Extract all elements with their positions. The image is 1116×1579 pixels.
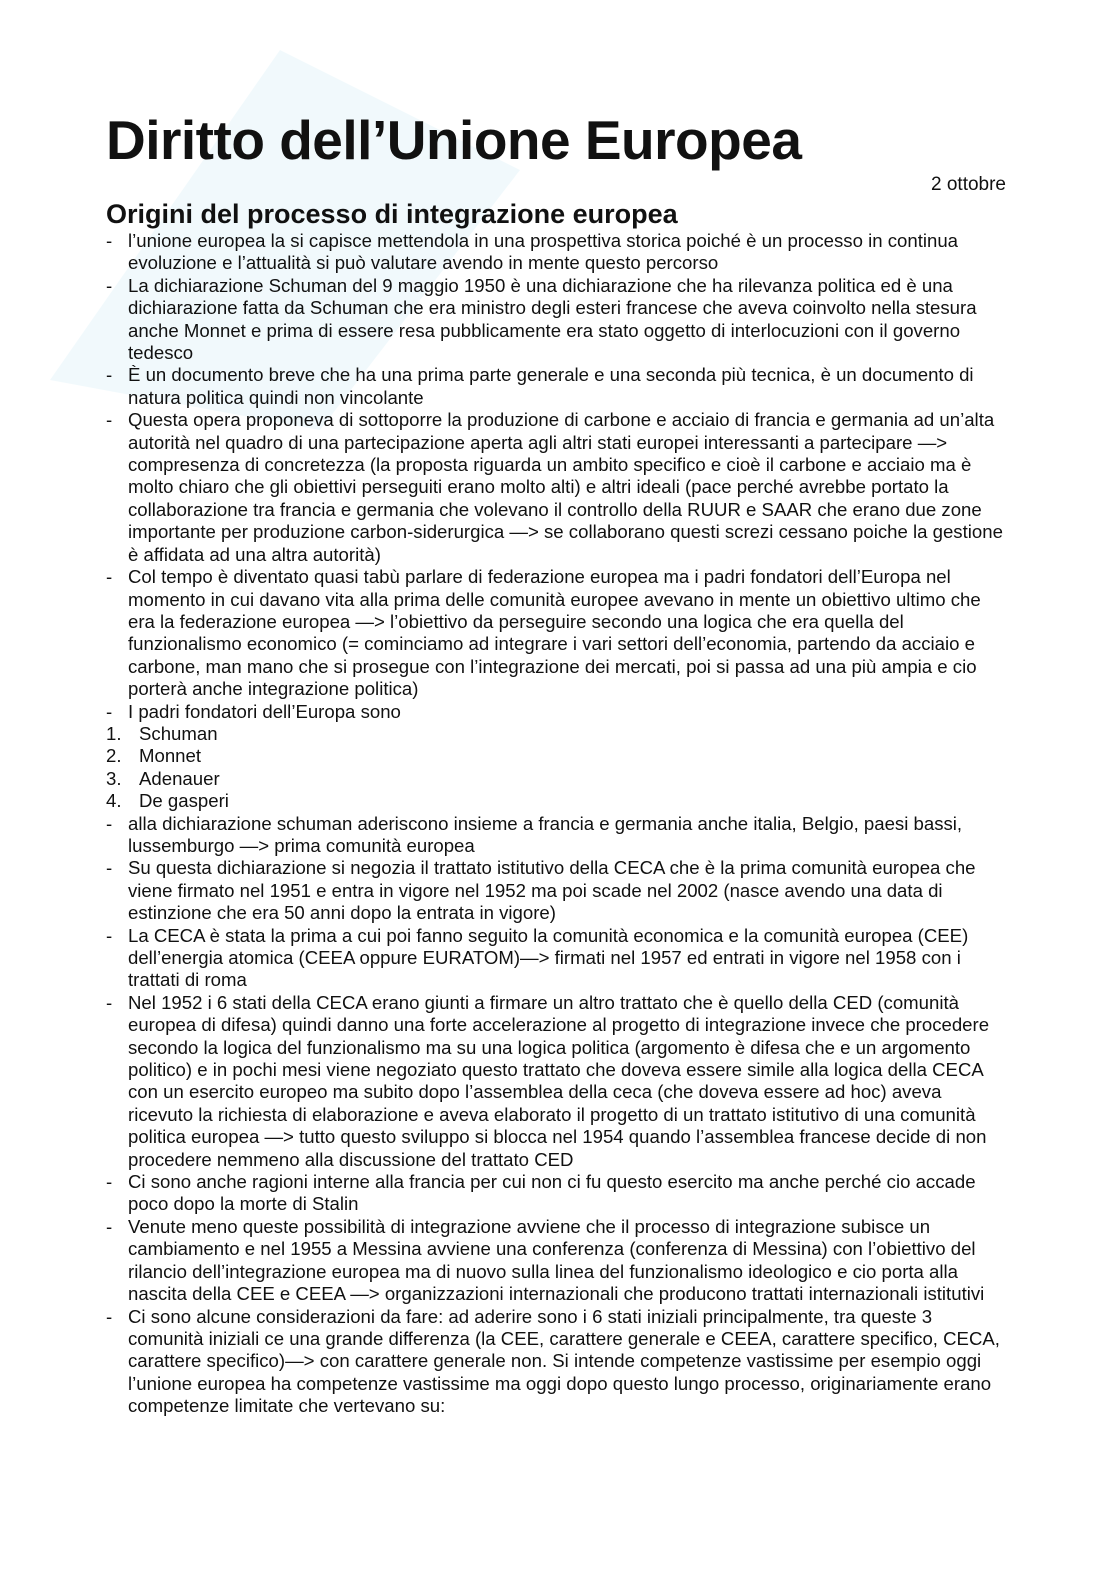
numbered-list-item <box>106 745 1006 767</box>
list-item-text: Schuman <box>139 722 218 744</box>
numbered-list-item <box>106 768 1006 790</box>
list-marker: - <box>106 700 113 722</box>
bullet-list-item <box>106 701 1006 723</box>
list-item-text: È un documento breve che ha una prima parte generale e una seconda più tecnica, è un documento di natura politica quindi non vincolante <box>128 364 974 408</box>
list-item-text: La dichiarazione Schuman del 9 maggio 1950 è una dichiarazione che ha rilevanza politica ed è una dichiarazione fatta da Schuman che era ministro degli esteri francese che aveva coinvolto nella stesura anche Monnet e prima di essere resa pubblicamente era stato oggetto di interlocuzioni con il governo tedesco <box>128 274 977 364</box>
bullet-list-item <box>106 566 1006 700</box>
bullet-list-item <box>106 925 1006 992</box>
document-date: 2 ottobre <box>931 174 1006 195</box>
numbered-list-item <box>106 723 1006 745</box>
list-item-text: l’unione europea la si capisce mettendola in una prospettiva storica poiché è un processo in continua evoluzione e l’attualità si può valutare avendo in mente questo percorso <box>128 230 959 274</box>
list-item-text: Col tempo è diventato quasi tabù parlare di federazione europea ma i padri fondatori dell’Europa nel momento in cui davano vita alla prima delle comunità europee avevano in mente un obiettivo ultimo che era la federazione europea —> l’obiettivo da perseguire secondo una logica che era quella del funzionalismo economico (= cominciamo ad integrare i vari settori dell’economia, partendo da acciaio e carbone, man mano che si prosegue con l’integrazione dei mercati, poi si passa ad una più ampia e cio porterà anche integrazione politica) <box>128 566 981 700</box>
list-marker: - <box>106 1305 113 1327</box>
list-marker: - <box>106 1215 113 1237</box>
list-marker: 4. <box>106 790 122 812</box>
list-marker: - <box>106 812 113 834</box>
bullet-list-item <box>106 1306 1006 1418</box>
list-item-text: De gasperi <box>139 790 229 812</box>
list-item-text: Nel 1952 i 6 stati della CECA erano giunti a firmare un altro trattato che è quello della CED (comunità europea di difesa) quindi danno una forte accelerazione al progetto di integrazione invece che procedere secondo la logica del funzionalismo ma su una logica politica (argomento è difesa che e un argomento politico) e in pochi mesi viene negoziato questo trattato che doveva essere simile alla logica della CECA con un esercito europeo ma subito dopo l’assemblea della ceca (che doveva essere ad hoc) aveva ricevuto la richiesta di elaborazione e aveva elaborato il progetto di un trattato istitutivo di una comunità politica europea —> tutto questo sviluppo si blocca nel 1954 quando l’assemblea francese decide di non procedere nemmeno alla discussione del trattato CED <box>128 991 990 1170</box>
list-marker: - <box>106 991 113 1013</box>
list-item-text: Venute meno queste possibilità di integrazione avviene che il processo di integrazione subisce un cambiamento e nel 1955 a Messina avviene una conferenza (conferenza di Messina) con l’obiettivo del rilancio dell’integrazione europea ma di nuovo sulla linea del funzionalismo ideologico e cio porta alla nascita della CEE e CEEA —> organizzazioni internazionali che producono trattati internazionali istitutivi <box>128 1215 985 1305</box>
list-marker: - <box>106 409 113 431</box>
list-marker: - <box>106 274 113 296</box>
list-marker: 1. <box>106 722 122 744</box>
list-item-text: alla dichiarazione schuman aderiscono insieme a francia e germania anche italia, Belgio, paesi bassi, lussemburgo —> prima comunità europea <box>128 812 963 856</box>
list-marker: 2. <box>106 745 122 767</box>
list-item-text: La CECA è stata la prima a cui poi fanno seguito la comunità economica e la comunità europea (CEE) dell’energia atomica (CEEA oppure EURATOM)—> firmati nel 1957 ed entrati in vigore nel 1958 con i trattati di roma <box>128 924 969 991</box>
list-marker: - <box>106 924 113 946</box>
section-title: Origini del processo di integrazione europea <box>106 199 678 229</box>
list-marker: - <box>106 1171 113 1193</box>
list-item-text: Su questa dichiarazione si negozia il trattato istitutivo della CECA che è la prima comunità europea che viene firmato nel 1951 e entra in vigore nel 1952 ma poi scade nel 2002 (nasce avendo una data di estinzione che era 50 anni dopo la entrata in vigore) <box>128 857 976 924</box>
list-marker: - <box>106 364 113 386</box>
bullet-list-item <box>106 1171 1006 1216</box>
list-item-text: Adenauer <box>139 767 220 789</box>
bullet-list-item <box>106 409 1006 566</box>
list-item-text: Questa opera proponeva di sottoporre la produzione di carbone e acciaio di francia e germania ad un’alta autorità nel quadro di una partecipazione aperta agli altri stati europei interessanti a partecipare —> compresenza di concretezza (la proposta riguarda un ambito specifico e cioè il carbone e acciaio ma è molto chiaro che gli obiettivi perseguiti erano molto alti) e altri ideali (pace perché avrebbe portato la collaborazione tra francia e germania che volevano il controllo della RUUR e SAAR che erano due zone importante per produzione carbon-siderurgica —> se collaborano questi screzi cessano poiche la gestione è affidata ad una altra autorità) <box>128 409 1003 565</box>
bullet-list-item <box>106 1216 1006 1306</box>
bullet-list-item <box>106 813 1006 858</box>
bullet-list-item <box>106 275 1006 365</box>
notes-list <box>106 230 1006 1418</box>
list-item-text: I padri fondatori dell’Europa sono <box>128 700 401 722</box>
document-title: Diritto dell’Unione Europea <box>106 109 802 171</box>
list-item-text: Ci sono alcune considerazioni da fare: ad aderire sono i 6 stati iniziali principalmente, tra queste 3 comunità iniziali ce una grande differenza (la CEE, carattere generale e CEEA, carattere specifico, CECA, carattere specifico)—> con carattere generale non. Si intende competenze vastissime per esempio oggi l’unione europea ha competenze vastissime ma oggi dopo questo lungo processo, originariamente erano competenze limitate che vertevano su: <box>128 1305 1000 1417</box>
document-page <box>106 108 1006 1418</box>
list-item-text: Ci sono anche ragioni interne alla francia per cui non ci fu questo esercito ma anche perché cio accade poco dopo la morte di Stalin <box>128 1171 976 1215</box>
list-marker: - <box>106 857 113 879</box>
list-marker: - <box>106 230 113 251</box>
list-item-text: Monnet <box>139 745 202 767</box>
bullet-list-item <box>106 857 1006 924</box>
list-marker: 3. <box>106 767 122 789</box>
bullet-list-item <box>106 992 1006 1171</box>
numbered-list-item <box>106 790 1006 812</box>
bullet-list-item <box>106 364 1006 409</box>
list-marker: - <box>106 566 113 588</box>
bullet-list-item <box>106 230 1006 275</box>
